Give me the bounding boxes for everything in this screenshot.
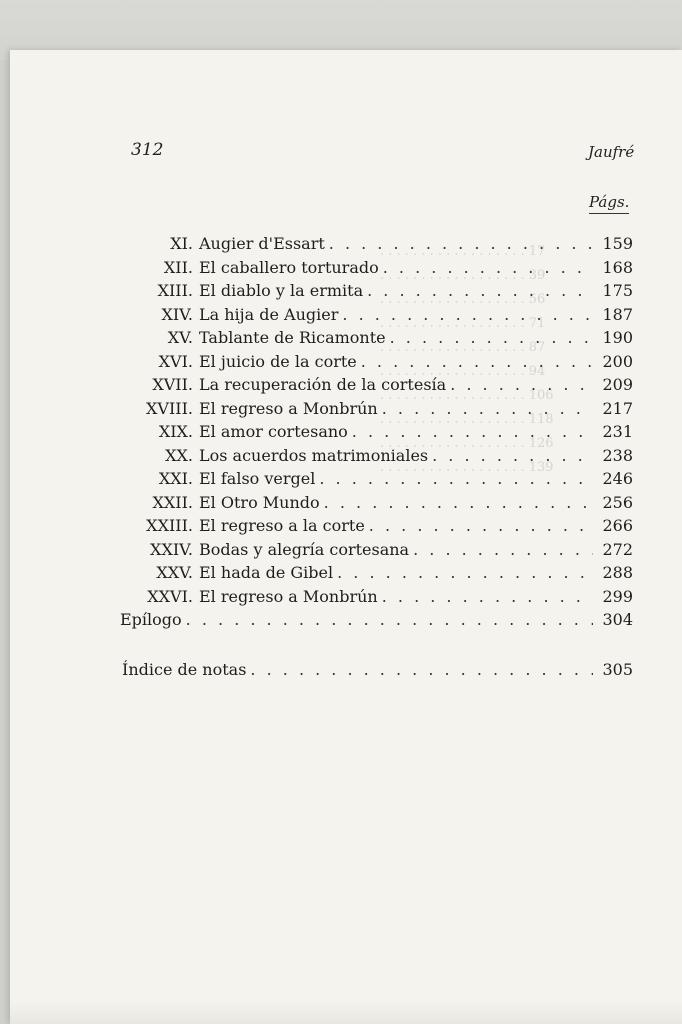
chapter-number: XII.	[163, 257, 193, 277]
dot-leader	[186, 610, 593, 629]
dot-leader	[361, 352, 593, 371]
toc-row	[113, 305, 633, 329]
chapter-page: 272	[602, 539, 633, 559]
chapter-title: La recuperación de la cortesía	[199, 375, 447, 394]
toc-row-indice-notas	[122, 660, 633, 684]
chapter-page: 217	[602, 398, 633, 418]
chapter-page: 159	[602, 234, 633, 253]
chapter-title: El caballero torturado	[199, 257, 379, 277]
chapter-number: XVIII.	[146, 398, 193, 418]
chapter-title: La hija de Augier	[199, 304, 339, 324]
chapter-number: XXII.	[152, 492, 193, 512]
dot-leader	[329, 234, 593, 253]
chapter-title: El regreso a Monbrún	[199, 586, 378, 606]
chapter-page: 231	[602, 422, 633, 441]
toc-row	[113, 399, 633, 423]
dot-leader	[342, 305, 593, 324]
chapter-page: 288	[602, 563, 633, 582]
running-title: Jaufré	[588, 143, 635, 161]
chapter-page: 175	[602, 281, 633, 300]
chapter-number: XXIII.	[146, 516, 193, 535]
toc-row	[113, 587, 633, 611]
chapter-number: XXV.	[156, 563, 193, 582]
chapter-page: 209	[602, 375, 633, 394]
chapter-title: Tablante de Ricamonte	[199, 328, 386, 347]
toc-row	[113, 540, 633, 564]
chapter-number: XIII.	[157, 281, 193, 300]
chapter-page: 256	[602, 492, 633, 512]
dot-leader	[450, 375, 593, 394]
page-shadow	[10, 1000, 682, 1024]
dot-leader	[369, 516, 593, 535]
pages-column-header: Págs.	[589, 193, 629, 214]
epilogo-page: 304	[602, 610, 633, 629]
toc-row	[113, 516, 633, 540]
chapter-page: 187	[602, 304, 633, 324]
dot-leader	[324, 493, 593, 512]
chapter-title: Los acuerdos matrimoniales	[199, 445, 429, 465]
dot-leader	[432, 446, 593, 465]
dot-leader	[367, 281, 593, 300]
chapter-title: El juicio de la corte	[199, 351, 357, 371]
chapter-title: El amor cortesano	[199, 422, 348, 441]
toc-row	[113, 422, 633, 446]
toc-row	[113, 493, 633, 517]
chapter-number: XIX.	[158, 422, 193, 441]
chapter-title: El regreso a la corte	[199, 516, 365, 535]
toc-row	[113, 352, 633, 376]
chapter-page: 190	[602, 328, 633, 347]
chapter-title: El falso vergel	[199, 469, 316, 488]
toc-row-epilogo	[120, 610, 633, 634]
chapter-page: 299	[602, 586, 633, 606]
chapter-page: 168	[602, 257, 633, 277]
indice-notas-page: 305	[602, 659, 633, 679]
chapter-title: El regreso a Monbrún	[199, 398, 378, 418]
dot-leader	[413, 540, 593, 559]
toc-row	[113, 258, 633, 282]
chapter-page: 266	[602, 516, 633, 535]
dot-leader	[382, 399, 593, 418]
chapter-number: XVI.	[158, 351, 193, 371]
indice-notas-title: Índice de notas	[122, 659, 247, 679]
chapter-number: XI.	[170, 234, 193, 253]
chapter-title: El hada de Gibel	[199, 563, 334, 582]
chapter-number: XIV.	[161, 304, 193, 324]
chapter-number: XXIV.	[150, 539, 193, 559]
toc-row	[113, 446, 633, 470]
toc-row	[113, 469, 633, 493]
dot-leader	[319, 469, 593, 488]
dot-leader	[382, 587, 593, 606]
chapter-title: Augier d'Essart	[199, 234, 325, 253]
table-of-contents	[113, 234, 633, 683]
chapter-page: 246	[602, 469, 633, 488]
dot-leader	[390, 328, 593, 347]
chapter-number: XXVI.	[147, 586, 193, 606]
chapter-number: XVII.	[152, 375, 193, 394]
toc-row	[113, 281, 633, 305]
toc-row	[113, 328, 633, 352]
chapter-page: 200	[602, 351, 633, 371]
chapter-number: XX.	[165, 445, 193, 465]
chapter-number: XXI.	[158, 469, 193, 488]
toc-row	[113, 375, 633, 399]
dot-leader	[250, 660, 593, 679]
epilogo-title: Epílogo	[120, 610, 182, 629]
chapter-title: El Otro Mundo	[199, 492, 320, 512]
toc-row	[113, 563, 633, 587]
chapter-title: Bodas y alegría cortesana	[199, 539, 410, 559]
dot-leader	[383, 258, 593, 277]
chapter-page: 238	[602, 445, 633, 465]
chapter-title: El diablo y la ermita	[199, 281, 364, 300]
dot-leader	[352, 422, 593, 441]
chapter-number: XV.	[167, 328, 193, 347]
dot-leader	[337, 563, 593, 582]
page-number: 312	[131, 140, 164, 160]
toc-row	[113, 234, 633, 258]
